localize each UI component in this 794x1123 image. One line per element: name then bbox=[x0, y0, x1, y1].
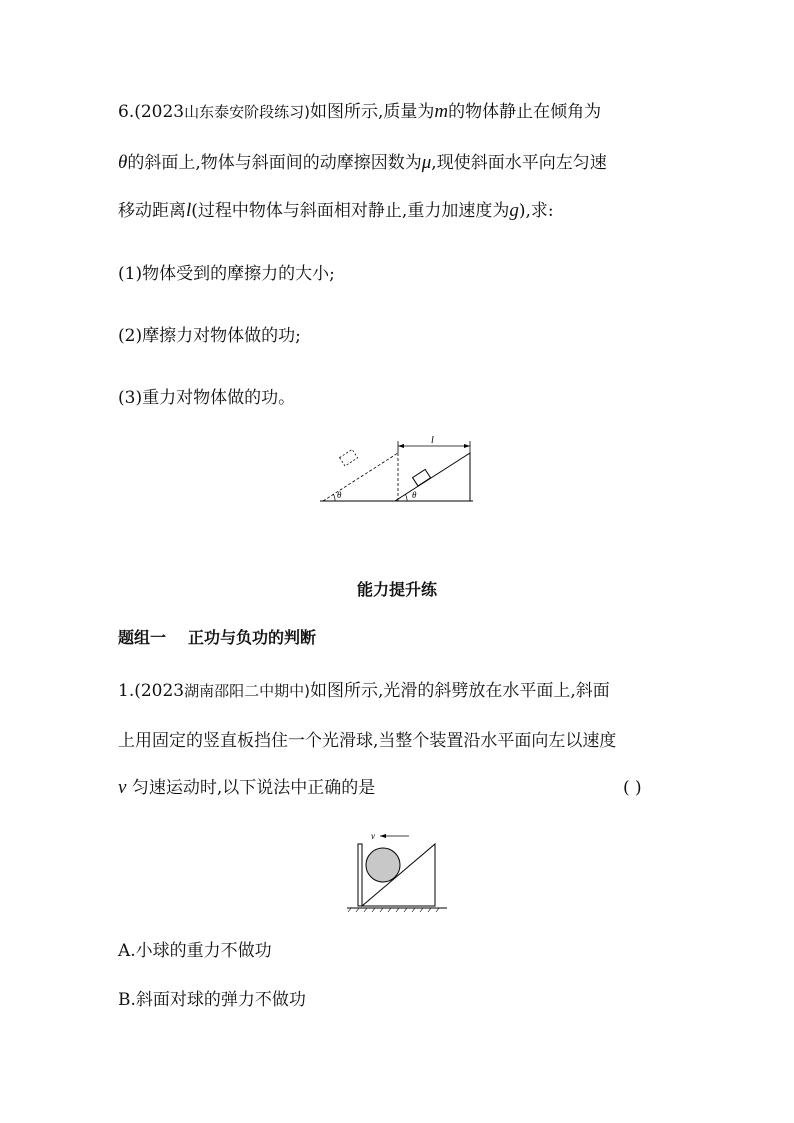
ground-hatching bbox=[348, 908, 439, 912]
q1-number: 1.(2023 bbox=[118, 681, 185, 701]
option-b[interactable]: B.斜面对球的弹力不做功 bbox=[118, 990, 306, 1010]
q6-number: 6.(2023 bbox=[118, 102, 185, 122]
q6-text: (过程中物体与斜面相对静止,重力加速度为 bbox=[191, 201, 510, 221]
q1-wedge-figure bbox=[345, 830, 450, 912]
dashed-block bbox=[340, 449, 358, 466]
var-l: l bbox=[186, 200, 192, 221]
q1-source: 湖南邵阳二中期中) bbox=[184, 682, 310, 700]
q6-sub-2: (2)摩擦力对物体做的功; bbox=[118, 326, 301, 346]
q1-line-3 bbox=[118, 776, 375, 800]
q1-text: 匀速运动时,以下说法中正确的是 bbox=[131, 778, 376, 798]
var-g: g bbox=[509, 200, 519, 221]
q6-line-2 bbox=[118, 151, 607, 175]
group-title: 正功与负功的判断 bbox=[188, 628, 317, 647]
q6-text: 移动距离 bbox=[118, 201, 186, 221]
solid-incline bbox=[395, 453, 470, 501]
q6-incline-figure bbox=[315, 435, 480, 504]
group-heading bbox=[118, 625, 316, 648]
q6-text: ,现使斜面水平向左匀速 bbox=[431, 153, 607, 173]
vertical-board bbox=[358, 844, 362, 906]
dashed-incline bbox=[323, 453, 398, 501]
angle-arc-right bbox=[406, 495, 408, 502]
theta-left-label: θ bbox=[337, 490, 342, 500]
option-a[interactable]: A.小球的重力不做功 bbox=[118, 941, 272, 961]
v-label: v bbox=[371, 831, 375, 841]
q6-text: ),求: bbox=[518, 201, 554, 221]
q1-line-1 bbox=[118, 679, 610, 703]
q6-text: 的物体静止在倾角为 bbox=[448, 102, 602, 122]
q1-text: 如图所示,光滑的斜劈放在水平面上,斜面 bbox=[309, 681, 610, 701]
var-theta: θ bbox=[118, 152, 128, 173]
ball bbox=[366, 848, 400, 882]
q6-source: 山东泰安阶段练习) bbox=[184, 103, 310, 121]
answer-bracket: ( ) bbox=[623, 778, 642, 798]
var-mu: μ bbox=[421, 152, 432, 173]
group-label: 题组一 bbox=[118, 628, 167, 647]
q6-sub-1: (1)物体受到的摩擦力的大小; bbox=[118, 264, 335, 284]
q6-text: 的斜面上,物体与斜面间的动摩擦因数为 bbox=[127, 153, 422, 173]
arrow-head-right bbox=[464, 444, 470, 448]
var-v: v bbox=[118, 777, 127, 798]
arrow-head-left bbox=[398, 444, 404, 448]
q6-line-1 bbox=[118, 100, 601, 124]
angle-arc-left bbox=[334, 495, 336, 502]
q1-line-2: 上用固定的竖直板挡住一个光滑球,当整个装置沿水平面向左以速度 bbox=[118, 731, 617, 751]
section-title: 能力提升练 bbox=[356, 580, 437, 599]
solid-block bbox=[413, 469, 431, 486]
velocity-arrow-head bbox=[380, 834, 386, 838]
q6-line-3 bbox=[118, 199, 554, 223]
var-m: m bbox=[434, 101, 449, 122]
q6-sub-3: (3)重力对物体做的功。 bbox=[118, 388, 296, 408]
theta-right-label: θ bbox=[412, 490, 417, 500]
l-label: l bbox=[431, 435, 434, 446]
q6-text: 如图所示,质量为 bbox=[309, 102, 435, 122]
